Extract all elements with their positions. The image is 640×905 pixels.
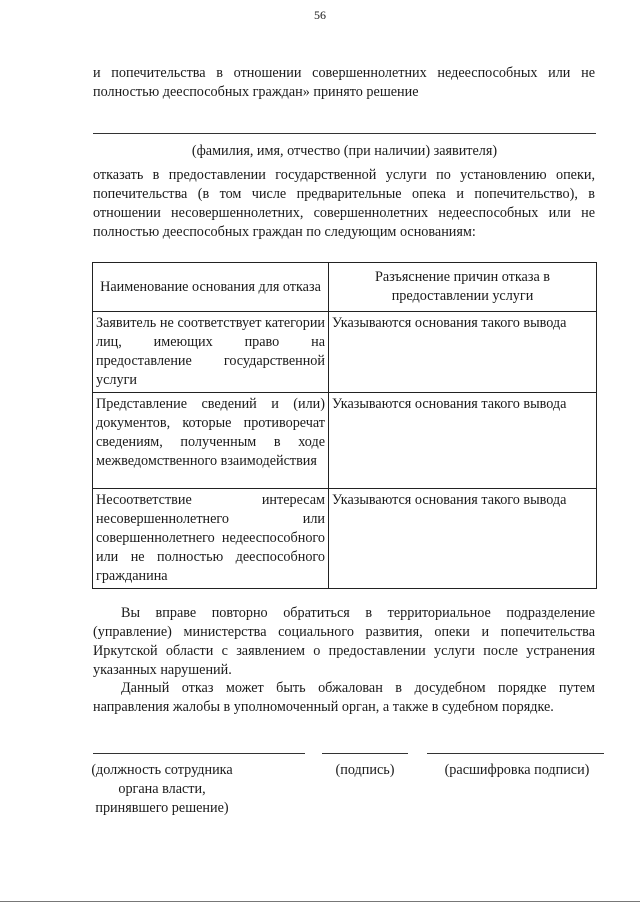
refusal-text: отказать в предоставлении государственной услуги по установлению опеки, попечительства (в том числе предварительные опека и попечительство), в отношении несовершеннолетних, совершеннолетних недееспособных или не полностью дееспособных граждан по следующим основаниям: bbox=[93, 167, 595, 240]
intro-paragraph bbox=[93, 64, 595, 102]
signature-line bbox=[322, 753, 408, 754]
reapply-text: Вы вправе повторно обратиться в территориальное подразделение (управление) министерства социального развития, опеки и попечительства Иркутской области с заявлением о предоставлении услуги после устранения указанных нарушений. bbox=[93, 605, 595, 678]
explanation-cell: Указываются основания такого вывода bbox=[329, 489, 597, 589]
applicant-name-line bbox=[93, 133, 596, 134]
intro-text: и попечительства в отношении совершеннолетних недееспособных или не полностью дееспособных граждан» принято решение bbox=[93, 65, 595, 100]
refusal-paragraph bbox=[93, 166, 595, 242]
reason-cell: Несоответствие интересам несовершеннолетнего или совершеннолетнего недееспособного или не полностью дееспособного гражданина bbox=[93, 489, 329, 589]
explanation-cell: Указываются основания такого вывода bbox=[329, 393, 597, 489]
decoding-label: (расшифровка подписи) bbox=[444, 762, 590, 778]
table-row bbox=[93, 489, 597, 589]
table-row bbox=[93, 312, 597, 393]
signature-label: (подпись) bbox=[335, 762, 395, 778]
refusal-reasons-table bbox=[92, 262, 597, 589]
appeal-text: Данный отказ может быть обжалован в досудебном порядке путем направления жалобы в уполномоченный орган, а также в судебном порядке. bbox=[93, 680, 595, 715]
decoding-signature-line bbox=[427, 753, 604, 754]
position-label: (должность сотрудника органа власти, принявшего решение) bbox=[91, 762, 233, 816]
applicant-caption: (фамилия, имя, отчество (при наличии) заявителя) bbox=[191, 143, 498, 159]
appeal-paragraph bbox=[93, 679, 595, 717]
table-header-row bbox=[93, 263, 597, 312]
reason-cell: Представление сведений и (или) документов, которые противоречат сведениям, полученным в ходе межведомственного взаимодействия bbox=[93, 393, 329, 489]
reapply-paragraph bbox=[93, 604, 595, 680]
reason-cell: Заявитель не соответствует категории лиц, имеющих право на предоставление государственной услуги bbox=[93, 312, 329, 393]
table-row bbox=[93, 393, 597, 489]
position-signature-line bbox=[93, 753, 305, 754]
page-bottom-border bbox=[0, 901, 640, 902]
table-header-explanation: Разъяснение причин отказа в предоставлении услуги bbox=[329, 263, 597, 312]
table-header-reason: Наименование основания для отказа bbox=[93, 263, 329, 312]
page-number: 56 bbox=[314, 8, 326, 22]
explanation-cell: Указываются основания такого вывода bbox=[329, 312, 597, 393]
